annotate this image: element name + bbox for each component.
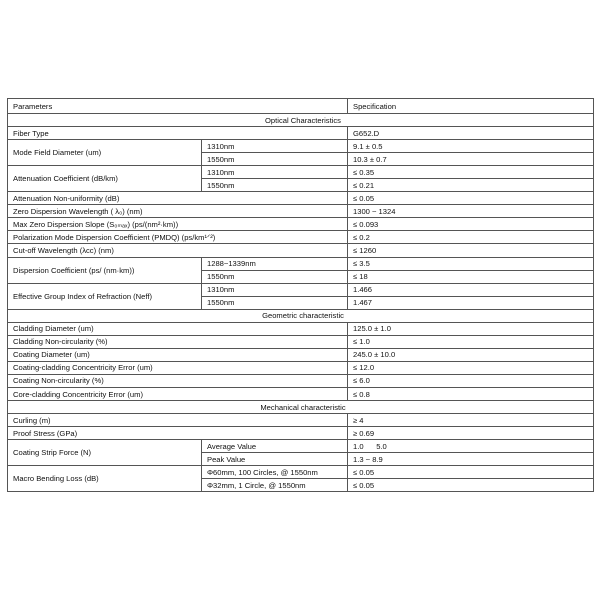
spec-value: ≥ 4: [348, 414, 594, 427]
spec-value: ≤ 6.0: [348, 374, 594, 387]
table-header-row: [8, 99, 594, 114]
param-label: Effective Group Index of Refraction (Neff): [8, 283, 202, 309]
spec-value: 1300 ~ 1324: [348, 205, 594, 218]
spec-value: 1.0 5.0: [348, 440, 594, 453]
spec-value: G652.D: [348, 127, 594, 140]
header-parameters: Parameters: [8, 99, 348, 114]
section-optical: Optical Characteristics: [8, 114, 594, 127]
spec-value: ≤ 0.093: [348, 218, 594, 231]
spec-value: 245.0 ± 10.0: [348, 348, 594, 361]
param-label: Proof Stress (GPa): [8, 427, 348, 440]
spec-value: 1.466: [348, 283, 594, 296]
spec-value: ≤ 1260: [348, 244, 594, 257]
param-label: Polarization Mode Dispersion Coefficient (PMDQ) (ps/km¹ᐟ²): [8, 231, 348, 244]
table-row: [8, 140, 594, 153]
section-row: [8, 114, 594, 127]
param-label: Cut-off Wavelength (λcc) (nm): [8, 244, 348, 257]
table-row: [8, 427, 594, 440]
param-label: Coating Non-circularity (%): [8, 374, 348, 387]
section-mechanical: Mechanical characteristic: [8, 401, 594, 414]
spec-value: 9.1 ± 0.5: [348, 140, 594, 153]
spec-value: ≤ 0.21: [348, 179, 594, 192]
table-row: [8, 348, 594, 361]
param-label: Attenuation Coefficient (dB/km): [8, 166, 202, 192]
param-label: Max Zero Dispersion Slope (S₀ₘₐₓ) (ps/(nm²·km)): [8, 218, 348, 231]
header-specification: Specification: [348, 99, 594, 114]
table-row: [8, 127, 594, 140]
param-condition: 1288~1339nm: [202, 257, 348, 270]
param-label: Coating Strip Force (N): [8, 440, 202, 466]
spec-value: ≤ 0.05: [348, 466, 594, 479]
table-row: [8, 322, 594, 335]
param-condition: 1550nm: [202, 179, 348, 192]
param-label: Curling (m): [8, 414, 348, 427]
param-label: Mode Field Diameter (um): [8, 140, 202, 166]
spec-value: 125.0 ± 1.0: [348, 322, 594, 335]
param-condition: 1550nm: [202, 270, 348, 283]
spec-value: ≤ 1.0: [348, 335, 594, 348]
table-row: [8, 166, 594, 179]
table-row: [8, 440, 594, 453]
spec-value: ≤ 3.5: [348, 257, 594, 270]
param-condition: 1550nm: [202, 296, 348, 309]
table-row: [8, 387, 594, 400]
table-row: [8, 231, 594, 244]
param-condition: 1550nm: [202, 153, 348, 166]
table-row: [8, 218, 594, 231]
spec-value: 1.467: [348, 296, 594, 309]
table-row: [8, 192, 594, 205]
spec-value: ≤ 0.05: [348, 192, 594, 205]
spec-table: [7, 98, 594, 492]
param-condition: Φ60mm, 100 Circles, @ 1550nm: [202, 466, 348, 479]
spec-value: ≤ 0.8: [348, 387, 594, 400]
table-row: [8, 283, 594, 296]
param-label: Zero Dispersion Wavelength ( λ₀) (nm): [8, 205, 348, 218]
table-row: [8, 335, 594, 348]
table-row: [8, 244, 594, 257]
param-condition: Φ32mm, 1 Circle, @ 1550nm: [202, 479, 348, 492]
spec-value: ≤ 12.0: [348, 361, 594, 374]
table-row: [8, 361, 594, 374]
param-label: Attenuation Non-uniformity (dB): [8, 192, 348, 205]
param-label: Cladding Diameter (um): [8, 322, 348, 335]
param-label: Coating Diameter (um): [8, 348, 348, 361]
spec-value: ≤ 0.35: [348, 166, 594, 179]
param-condition: Peak Value: [202, 453, 348, 466]
table-row: [8, 414, 594, 427]
spec-value: 1.3 ~ 8.9: [348, 453, 594, 466]
spec-value: ≤ 18: [348, 270, 594, 283]
section-row: [8, 309, 594, 322]
spec-value: ≥ 0.69: [348, 427, 594, 440]
param-label: Macro Bending Loss (dB): [8, 466, 202, 492]
section-geometric: Geometric characteristic: [8, 309, 594, 322]
spec-value: ≤ 0.2: [348, 231, 594, 244]
table-row: [8, 257, 594, 270]
param-label: Dispersion Coefficient (ps/ (nm·km)): [8, 257, 202, 283]
param-label: Core-cladding Concentricity Error (um): [8, 387, 348, 400]
table-row: [8, 466, 594, 479]
param-condition: 1310nm: [202, 140, 348, 153]
param-condition: 1310nm: [202, 283, 348, 296]
param-label: Cladding Non-circularity (%): [8, 335, 348, 348]
param-label: Coating-cladding Concentricity Error (um): [8, 361, 348, 374]
table-row: [8, 205, 594, 218]
table-row: [8, 374, 594, 387]
section-row: [8, 401, 594, 414]
param-label: Fiber Type: [8, 127, 348, 140]
param-condition: 1310nm: [202, 166, 348, 179]
spec-value: 10.3 ± 0.7: [348, 153, 594, 166]
param-condition: Average Value: [202, 440, 348, 453]
spec-value: ≤ 0.05: [348, 479, 594, 492]
